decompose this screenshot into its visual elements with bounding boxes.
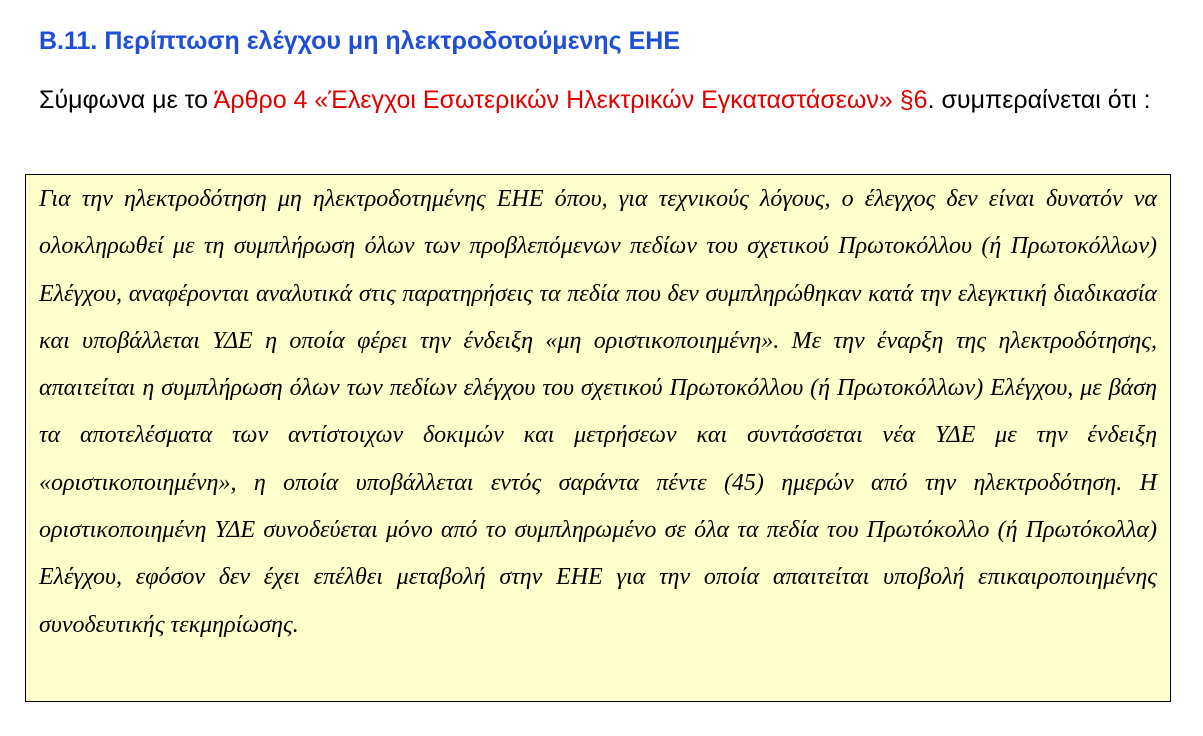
intro-paragraph (39, 78, 1161, 123)
quoted-regulation-text: Για την ηλεκτροδότηση μη ηλεκτροδοτημένης ΕΗΕ όπου, για τεχνικούς λόγους, ο έλεγχος δεν είναι δυνατόν να ολοκληρωθεί με τη συμπλήρωση όλων των προβλεπόμενων πεδίων του σχετικού Πρωτοκόλλου (ή Πρωτοκόλλων) Ελέγχου, αναφέρονται αναλυτικά στις παρατηρήσεις τα πεδία που δεν συμπληρώθηκαν κατά την ελεγκτική διαδικασία και υποβάλλεται ΥΔΕ η οποία φέρει την ένδειξη «μη οριστικοποιημένη». Με την έναρξη της ηλεκτροδότησης, απαιτείται η συμπλήρωση όλων των πεδίων ελέγχου του σχετικού Πρωτοκόλλου (ή Πρωτοκόλλων) Ελέγχου, με βάση τα αποτελέσματα των αντίστοιχων δοκιμών και μετρήσεων και συντάσσεται νέα ΥΔΕ με την ένδειξη «οριστικοποιημένη», η οποία υποβάλλεται εντός σαράντα πέντε (45) ημερών από την ηλεκτροδότηση. Η οριστικοποιημένη ΥΔΕ συνοδεύεται μόνο από το συμπληρωμένο σε όλα τα πεδία του Πρωτόκολλο (ή Πρωτόκολλα) Ελέγχου, εφόσον δεν έχει επέλθει μεταβολή στην ΕΗΕ για την οποία απαιτείται υποβολή επικαιροποιημένης συνοδευτικής τεκμηρίωσης. (39, 186, 1157, 638)
quoted-regulation-box (25, 174, 1171, 702)
article-reference: Άρθρο 4 «Έλεγχοι Εσωτερικών Ηλεκτρικών Εγκαταστάσεων» §6 (213, 86, 928, 114)
intro-suffix: . συμπεραίνεται ότι : (927, 86, 1151, 114)
intro-prefix: Σύμφωνα με το (39, 86, 214, 114)
section-title: B.11. Περίπτωση ελέγχου μη ηλεκτροδοτούμενης ΕΗΕ (39, 27, 680, 55)
